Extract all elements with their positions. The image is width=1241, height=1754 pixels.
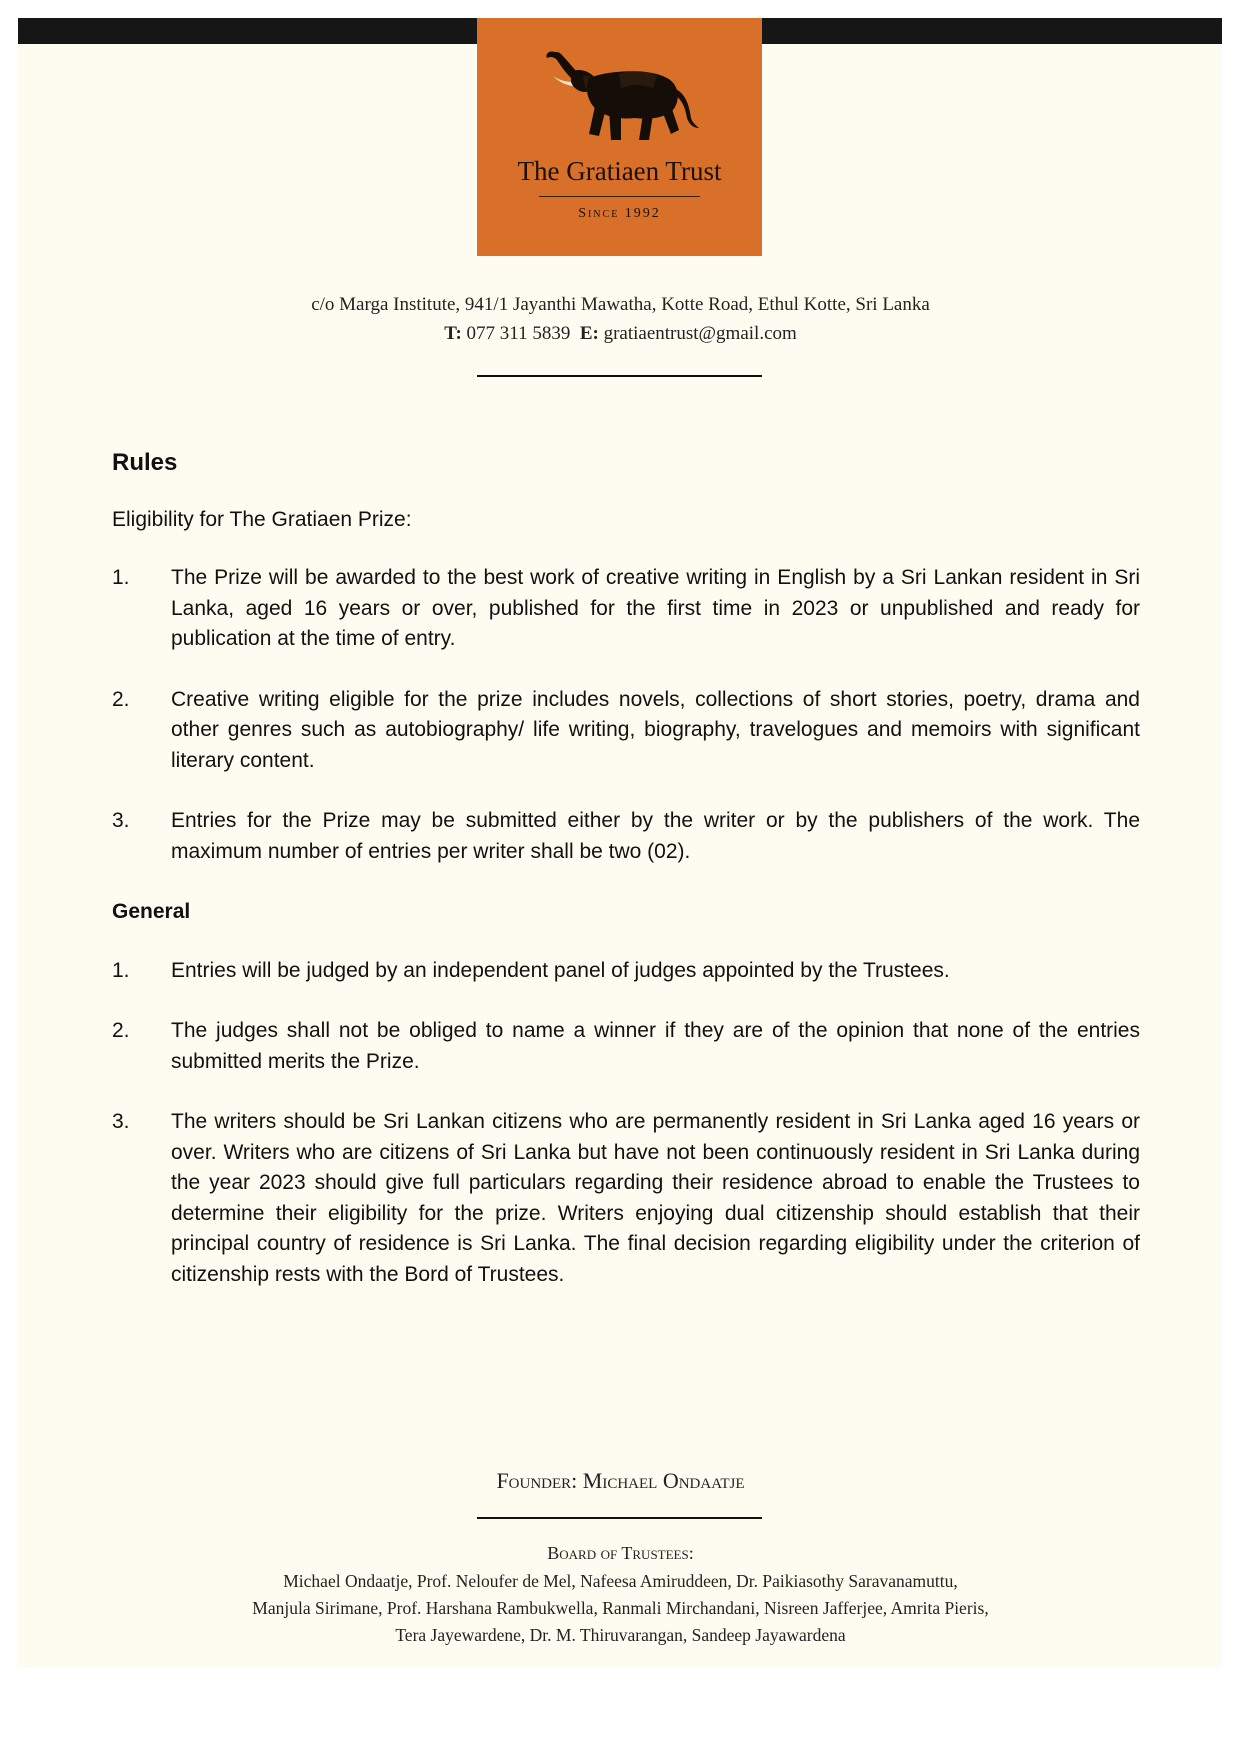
- item-text: The judges shall not be obliged to name a winner if they are of the opinion that none of the entries submitted merits the Prize.: [171, 1019, 1140, 1073]
- trustees-line: Manjula Sirimane, Prof. Harshana Rambukwella, Ranmali Mirchandani, Nisreen Jafferjee, Amrita Pieris,: [252, 1598, 989, 1618]
- founder-line: Founder: Michael Ondaatje: [496, 1468, 745, 1493]
- footer-divider: [477, 1517, 762, 1519]
- item-number: 1.: [112, 566, 130, 589]
- item-number: 2.: [112, 1019, 130, 1042]
- phone-label: T:: [444, 323, 462, 344]
- elephant-icon: [539, 48, 701, 152]
- address-line: c/o Marga Institute, 941/1 Jayanthi Mawatha, Kotte Road, Ethul Kotte, Sri Lanka: [311, 294, 930, 315]
- item-number: 1.: [112, 958, 130, 982]
- item-text: Entries for the Prize may be submitted either by the writer or by the publishers of the work. The maximum number of entries per writer shall be two (02).: [171, 809, 1140, 863]
- list-item: [112, 685, 1140, 777]
- logo-since: Since 1992: [578, 206, 661, 221]
- list-item: [112, 1016, 1140, 1077]
- item-text: Entries will be judged by an independent panel of judges appointed by the Trustees.: [171, 958, 950, 982]
- eligibility-intro: Eligibility for The Gratiaen Prize:: [112, 507, 412, 531]
- email-address[interactable]: gratiaentrust@gmail.com: [603, 323, 797, 344]
- trustees-list: [0, 1568, 1241, 1649]
- main-content: [112, 448, 1140, 1320]
- item-text: The writers should be Sri Lankan citizens who are permanently resident in Sri Lanka aged 16 years or over. Writers who are citizens of Sri Lanka but have not been continuously resident in Sri Lanka during the year 2023 should give full particulars regarding their residence abroad to enable the Trustees to determine their eligibility for the prize. Writers enjoying dual citizenship should establish that their principal country of residence is Sri Lanka. The final decision regarding eligibility under the criterion of citizenship rests with the Bord of Trustees.: [171, 1110, 1140, 1286]
- contact-line: [0, 319, 1241, 348]
- rules-heading: Rules: [112, 449, 178, 476]
- list-item: [112, 1107, 1140, 1290]
- list-item: [112, 563, 1140, 655]
- item-text: Creative writing eligible for the prize includes novels, collections of short stories, poetry, drama and other genres such as autobiography/ life writing, biography, travelogues and memoirs with significant literary content.: [171, 687, 1140, 772]
- eligibility-list: [112, 563, 1140, 867]
- item-text: The Prize will be awarded to the best work of creative writing in English by a Sri Lankan resident in Sri Lanka, aged 16 years or over, published for the first time in 2023 or unpublished and ready for publication at the time of entry.: [171, 566, 1140, 650]
- list-item: [112, 956, 1140, 987]
- header-divider: [477, 375, 762, 377]
- board-title: Board of Trustees:: [547, 1543, 694, 1563]
- logo-divider: [539, 196, 700, 197]
- general-heading: General: [112, 900, 191, 923]
- item-number: 3.: [112, 1110, 130, 1133]
- list-item: [112, 806, 1140, 867]
- phone-number: 077 311 5839: [466, 323, 571, 344]
- email-label: E:: [579, 323, 599, 344]
- gratiaen-trust-logo: [477, 18, 762, 256]
- item-number: 2.: [112, 687, 130, 711]
- general-list: [112, 956, 1140, 1291]
- trustees-line: Michael Ondaatje, Prof. Neloufer de Mel, Nafeesa Amiruddeen, Dr. Paikiasothy Saravanamuttu,: [283, 1571, 958, 1591]
- trustees-line: Tera Jayewardene, Dr. M. Thiruvarangan, Sandeep Jayawardena: [395, 1625, 846, 1645]
- item-number: 3.: [112, 809, 130, 832]
- address-block: [0, 290, 1241, 348]
- logo-title: The Gratiaen Trust: [517, 156, 722, 186]
